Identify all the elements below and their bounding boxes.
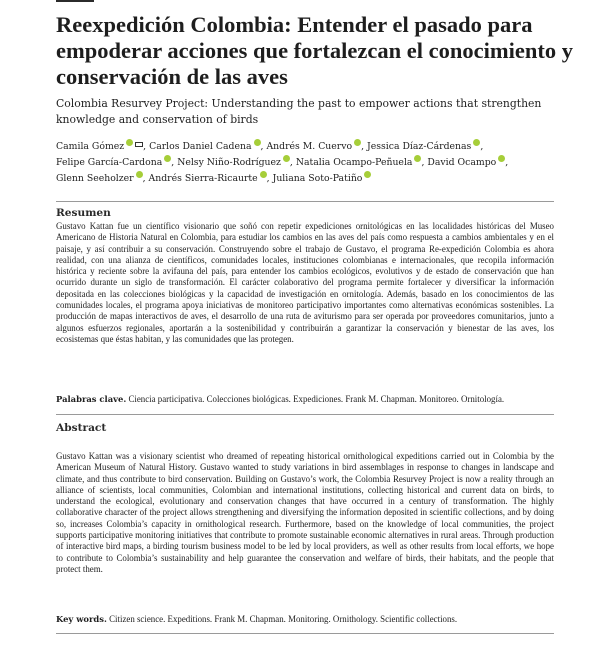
orcid-icon[interactable] bbox=[126, 139, 133, 146]
author-name: Glenn Seeholzer bbox=[56, 172, 134, 184]
divider bbox=[56, 414, 554, 415]
palabras-clave-label: Palabras clave. bbox=[56, 394, 127, 404]
resumen-heading: Resumen bbox=[56, 207, 111, 219]
orcid-icon[interactable] bbox=[498, 155, 505, 162]
author-name: Nelsy Niño-Rodríguez bbox=[177, 156, 281, 168]
author-name: Natalia Ocampo-Peñuela bbox=[295, 156, 413, 168]
header-mark bbox=[56, 0, 94, 2]
author-name: Juliana Soto-Patiño bbox=[272, 172, 363, 184]
palabras-clave bbox=[56, 394, 554, 405]
orcid-icon[interactable] bbox=[260, 171, 267, 178]
abstract-heading: Abstract bbox=[56, 422, 107, 434]
divider bbox=[56, 201, 554, 202]
envelope-icon[interactable] bbox=[135, 142, 143, 147]
author-name: David Ocampo bbox=[427, 156, 497, 168]
key-words bbox=[56, 614, 554, 625]
author-name: Camila Gómez bbox=[56, 141, 125, 152]
resumen-text: Gustavo Kattan fue un científico visionario que soñó con repetir expediciones ornitológicas en las localidades históricas del Museo Americano de Historia Natural en Colombia, para estudiar los cambios en las aves del país como respuesta a cambios ambientales y en el paisaje, y así contribuir a su conservación. Construyendo sobre el trabajo de Gustavo, el programa Re-expedición Colombia es ahora realidad, con una alianza de científicos, comunidades locales, instituciones colombianas e internacionales, que recopila información histórica y reciente sobre la avifauna del país, para entender los cambios ecológicos, evolutivos y de estado de conservación que han ocurrido durante un siglo de transformación. El carácter colaborativo del programa permite fortalecer y diversificar la información depositada en las colecciones biológicas y la capacidad de investigación en ornitología. Además, basado en los conocimientos de las comunidades locales, el programa apoya iniciativas de monitoreo participativo importantes como alternativas económicas sostenibles. La producción de mapas interactivos de aves, el desarrollo de una ruta de aviturismo para ser operada por proveedores comunitarios, junto a algunos esfuerzos regionales, aportarán a la sostenibilidad y contribuirán a garantizar la conservación y bienestar de las aves, los ecosistemas que éstas habitan, y las comunidades que las protegen. bbox=[56, 221, 554, 344]
divider bbox=[56, 633, 554, 634]
orcid-icon[interactable] bbox=[254, 139, 261, 146]
key-words-label: Key words. bbox=[56, 614, 107, 624]
article-subtitle: Colombia Resurvey Project: Understanding the past to empower actions that strengthen knowledge and conservation of birds bbox=[56, 97, 542, 126]
palabras-clave-list: Ciencia participativa. Colecciones biológicas. Expediciones. Frank M. Chapman. Monitoreo. Ornitología. bbox=[128, 394, 505, 404]
orcid-icon[interactable] bbox=[283, 155, 290, 162]
abstract-text: Gustavo Kattan was a visionary scientist who dreamed of repeating historical ornithological expeditions carried out in Colombia by the American Museum of Natural History. Gustavo wanted to study variations in bird assemblages in response to changes in landscape and climate, and thus contribute to bird conservation. Building on Gustavo’s work, the Colombia Resurvey Project is now a reality through an alliance of scientists, local communities, Colombian and international institutions, collecting historical and current data on birds, to understand the ecological, evolutionary and conservation changes that have occurred in a century of transformation. The highly collaborative character of the project allows strengthening and diversifying the information deposited in scientific collections, and by doing so, increases Colombia’s capacity in ornithological research. Furthermore, based on the knowledge of local communities, the project supports participative monitoring initiatives that contribute to promote sustainable economic alternatives in rural areas. Through production of interactive bird maps, a birding tourism business model to be led by local providers, as well as other results from local efforts, we hope to contribute to Colombia’s sustainability and help guarantee the conservation and welfare of birds, their habitats, and the people that protect them. bbox=[56, 451, 554, 574]
orcid-icon[interactable] bbox=[354, 139, 361, 146]
orcid-icon[interactable] bbox=[164, 155, 171, 162]
author-name: Felipe García-Cardona bbox=[56, 156, 163, 168]
author-name: Carlos Daniel Cadena bbox=[149, 141, 252, 152]
article-title: Reexpedición Colombia: Entender el pasado para empoderar acciones que fortalezcan el conocimiento y conservación de las aves bbox=[56, 12, 573, 89]
orcid-icon[interactable] bbox=[136, 171, 143, 178]
author-name: Andrés M. Cuervo bbox=[266, 141, 353, 152]
orcid-icon[interactable] bbox=[364, 171, 371, 178]
author-list: Camila Gómez , Carlos Daniel Cadena , Andrés M. Cuervo , Jessica Díaz-Cárdenas , Felipe García-Cardona , Nelsy Niño-Rodríguez , Natalia Ocampo-Peñuela , David Ocampo , Glenn Seeholzer , Andrés Sierra-Ricaurte , Juliana Soto-Patiño bbox=[56, 141, 509, 184]
author-name: Andrés Sierra-Ricaurte bbox=[148, 172, 258, 184]
author-name: Jessica Díaz-Cárdenas bbox=[367, 141, 472, 152]
orcid-icon[interactable] bbox=[414, 155, 421, 162]
orcid-icon[interactable] bbox=[473, 139, 480, 146]
key-words-list: Citizen science. Expeditions. Frank M. Chapman. Monitoring. Ornithology. Scientific collections. bbox=[109, 614, 458, 624]
